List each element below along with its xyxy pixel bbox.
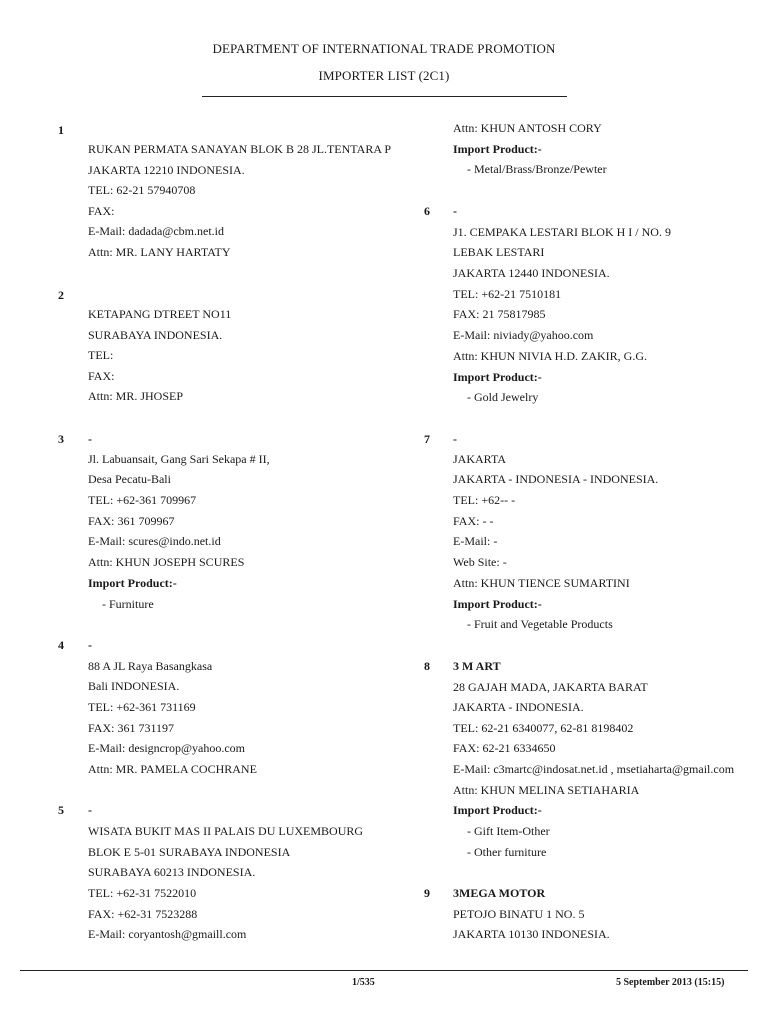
document-title: DEPARTMENT OF INTERNATIONAL TRADE PROMOTION <box>212 41 556 56</box>
entry-number: 4 <box>58 638 64 652</box>
address-line: SURABAYA 60213 INDONESIA. <box>88 865 256 879</box>
attn-line: Attn: KHUN MELINA SETIAHARIA <box>453 783 640 797</box>
company-name: - <box>88 638 92 652</box>
email-line: E-Mail: niviady@yahoo.com <box>453 328 594 342</box>
page-number: 1/535 <box>352 977 375 988</box>
entry-number: 9 <box>424 886 430 900</box>
company-name: - <box>88 803 92 817</box>
product-item: - Furniture <box>102 597 154 611</box>
footer-divider <box>20 970 748 971</box>
address-line: 88 A JL Raya Basangkasa <box>88 659 213 673</box>
tel-line: TEL: +62-- - <box>453 493 516 507</box>
company-name: 3MEGA MOTOR <box>453 886 546 900</box>
entry-number: 2 <box>58 288 64 302</box>
product-item: - Other furniture <box>467 845 547 859</box>
entry-number: 3 <box>58 432 64 446</box>
attn-line: Attn: KHUN ANTOSH CORY <box>453 121 602 135</box>
entry-number: 1 <box>58 123 64 137</box>
email-line: E-Mail: dadada@cbm.net.id <box>88 224 225 238</box>
tel-line: TEL: +62-31 7522010 <box>88 886 197 900</box>
tel-line: TEL: +62-361 731169 <box>88 700 196 714</box>
print-date: 5 September 2013 (15:15) <box>616 977 725 988</box>
address-line: Desa Pecatu-Bali <box>88 472 171 486</box>
tel-line: TEL: +62-21 7510181 <box>453 287 562 301</box>
company-name: - <box>453 432 457 446</box>
address-line: RUKAN PERMATA SANAYAN BLOK B 28 JL.TENTARA P <box>88 142 392 156</box>
entry-number: 6 <box>424 204 430 218</box>
import-product-label: Import Product:- <box>88 576 177 590</box>
address-line: JAKARTA 10130 INDONESIA. <box>453 927 610 941</box>
address-line: Jl. Labuansait, Gang Sari Sekapa # II, <box>88 452 270 466</box>
entry-number: 7 <box>424 432 430 446</box>
email-line: E-Mail: c3martc@indosat.net.id , msetiaharta@gmail.com <box>453 762 735 776</box>
fax-line: FAX: +62-31 7523288 <box>88 907 198 921</box>
address-line: Bali INDONESIA. <box>88 679 180 693</box>
tel-line: TEL: <box>88 348 114 362</box>
product-item: - Metal/Brass/Bronze/Pewter <box>467 162 607 176</box>
address-line: BLOK E 5-01 SURABAYA INDONESIA <box>88 845 291 859</box>
address-line: KETAPANG DTREET NO11 <box>88 307 232 321</box>
entry-number: 5 <box>58 803 64 817</box>
email-line: E-Mail: designcrop@yahoo.com <box>88 741 246 755</box>
fax-line: FAX: 62-21 6334650 <box>453 741 556 755</box>
tel-line: TEL: 62-21 57940708 <box>88 183 196 197</box>
product-item: - Gift Item-Other <box>467 824 550 838</box>
attn-line: Attn: KHUN JOSEPH SCURES <box>88 555 245 569</box>
fax-line: FAX: - - <box>453 514 494 528</box>
title-divider <box>202 96 567 97</box>
import-product-label: Import Product:- <box>453 597 542 611</box>
attn-line: Attn: MR. PAMELA COCHRANE <box>88 762 257 776</box>
address-line: SURABAYA INDONESIA. <box>88 328 223 342</box>
email-line: E-Mail: - <box>453 534 498 548</box>
attn-line: Attn: MR. LANY HARTATY <box>88 245 231 259</box>
fax-line: FAX: 21 75817985 <box>453 307 546 321</box>
email-line: E-Mail: coryantosh@gmaill.com <box>88 927 247 941</box>
import-product-label: Import Product:- <box>453 370 542 384</box>
fax-line: FAX: <box>88 369 115 383</box>
address-line: JAKARTA - INDONESIA - INDONESIA. <box>453 472 659 486</box>
product-item: - Fruit and Vegetable Products <box>467 617 613 631</box>
fax-line: FAX: 361 709967 <box>88 514 175 528</box>
address-line: PETOJO BINATU 1 NO. 5 <box>453 907 585 921</box>
company-name: - <box>453 204 457 218</box>
website-line: Web Site: - <box>453 555 507 569</box>
fax-line: FAX: <box>88 204 115 218</box>
address-line: JAKARTA - INDONESIA. <box>453 700 584 714</box>
address-line: WISATA BUKIT MAS II PALAIS DU LUXEMBOURG <box>88 824 364 838</box>
tel-line: TEL: +62-361 709967 <box>88 493 197 507</box>
attn-line: Attn: KHUN NIVIA H.D. ZAKIR, G.G. <box>453 349 647 363</box>
fax-line: FAX: 361 731197 <box>88 721 175 735</box>
tel-line: TEL: 62-21 6340077, 62-81 8198402 <box>453 721 634 735</box>
company-name: - <box>88 432 92 446</box>
email-line: E-Mail: scures@indo.net.id <box>88 534 221 548</box>
attn-line: Attn: MR. JHOSEP <box>88 389 184 403</box>
document-subtitle: IMPORTER LIST (2C1) <box>318 68 450 83</box>
company-name: 3 M ART <box>453 659 501 673</box>
product-item: - Gold Jewelry <box>467 390 539 404</box>
attn-line: Attn: KHUN TIENCE SUMARTINI <box>453 576 630 590</box>
address-line: JAKARTA 12440 INDONESIA. <box>453 266 610 280</box>
import-product-label: Import Product:- <box>453 803 542 817</box>
address-line: 28 GAJAH MADA, JAKARTA BARAT <box>453 680 648 694</box>
address-line: LEBAK LESTARI <box>453 245 545 259</box>
address-line: J1. CEMPAKA LESTARI BLOK H I / NO. 9 <box>453 225 671 239</box>
entry-number: 8 <box>424 659 430 673</box>
import-product-label: Import Product:- <box>453 142 542 156</box>
address-line: JAKARTA <box>453 452 506 466</box>
address-line: JAKARTA 12210 INDONESIA. <box>88 163 245 177</box>
